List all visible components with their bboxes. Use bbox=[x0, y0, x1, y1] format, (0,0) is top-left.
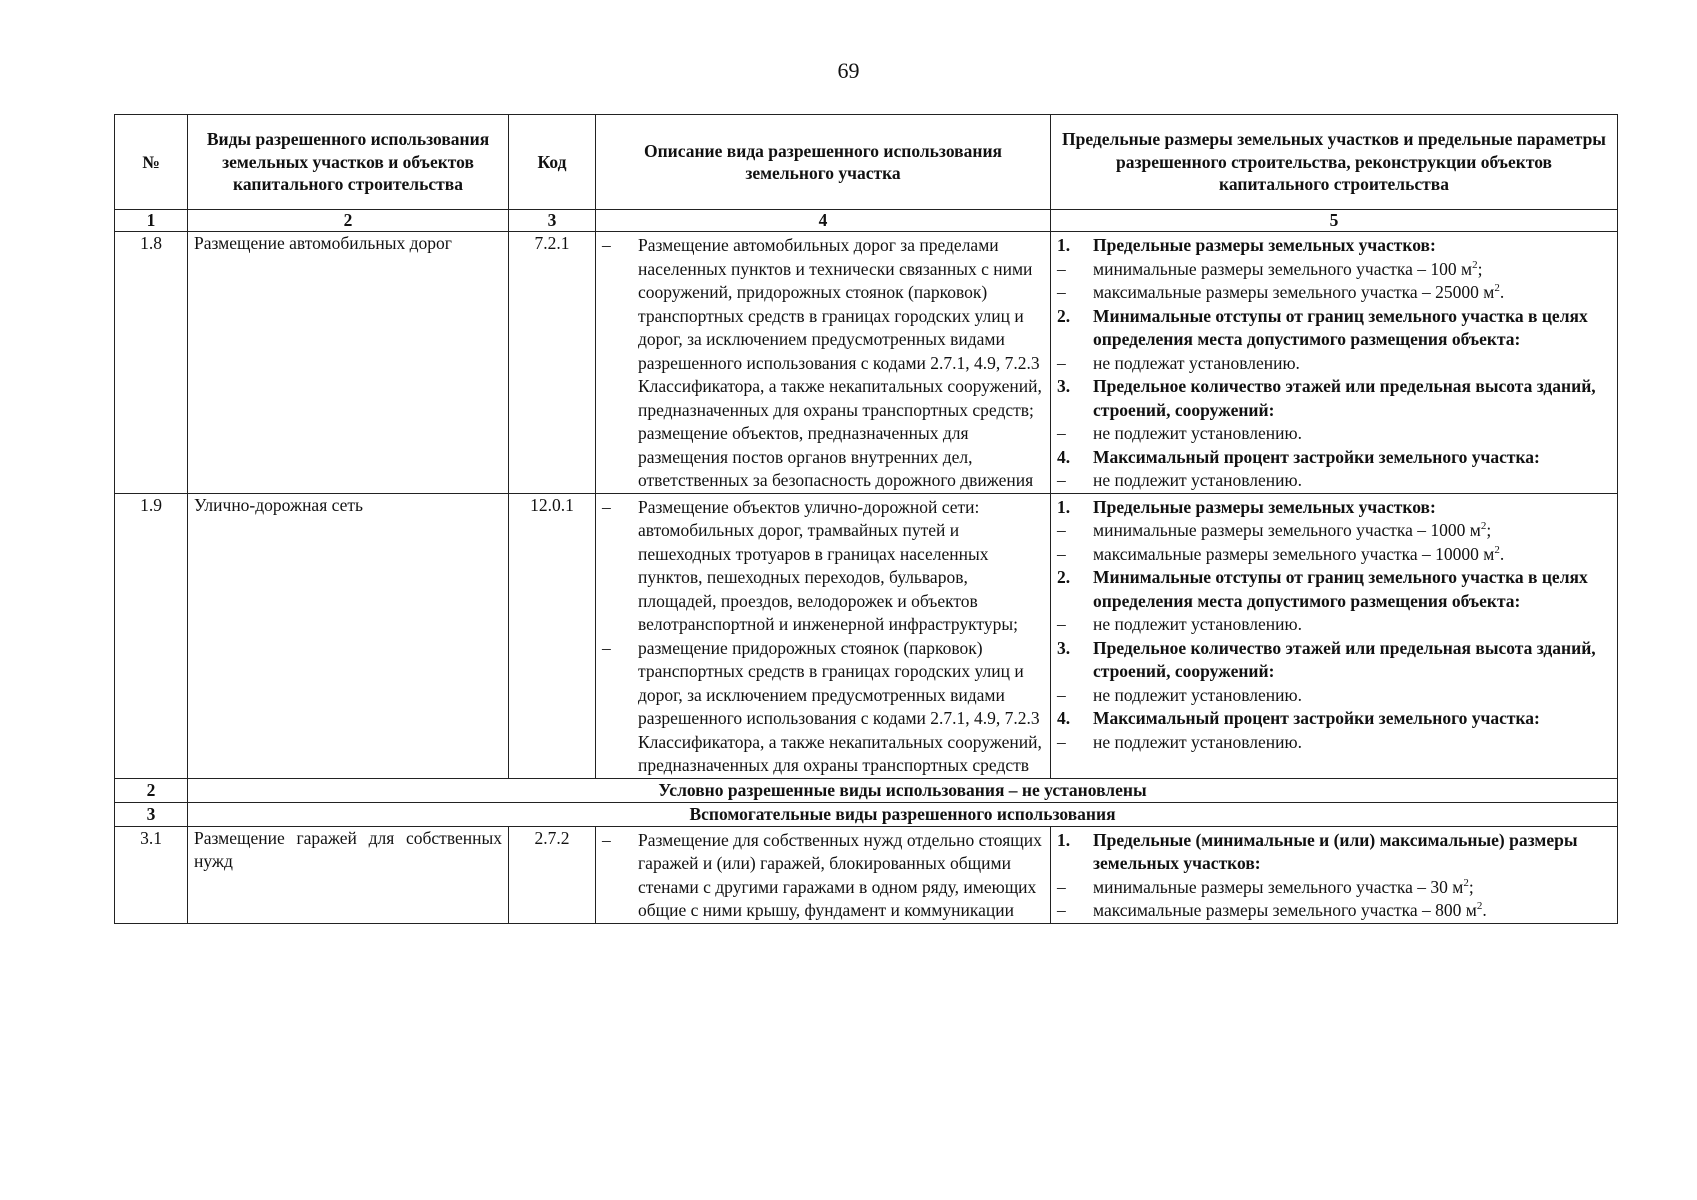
parameter-value bbox=[1057, 258, 1611, 282]
use-code: 7.2.1 bbox=[509, 232, 596, 494]
parameter-text: Минимальные отступы от границ земельного участка в целях определения места допустимого размещения объекта: bbox=[1093, 305, 1588, 349]
parameter-text: Минимальные отступы от границ земельного участка в целях определения места допустимого размещения объекта: bbox=[1093, 567, 1588, 611]
punctuation: ; bbox=[1468, 876, 1474, 897]
unit-exponent: 2 bbox=[1494, 543, 1500, 556]
unit-exponent: 2 bbox=[1472, 258, 1478, 271]
parameter-text: минимальные размеры земельного участка – 30 м bbox=[1093, 876, 1464, 897]
description-item bbox=[602, 829, 1044, 923]
dash-marker: – bbox=[602, 829, 611, 850]
parameter-number: 1. bbox=[1057, 829, 1071, 850]
dash-marker: – bbox=[1057, 258, 1066, 279]
dash-marker: – bbox=[602, 496, 611, 517]
parameter-text: Максимальный процент застройки земельного участка: bbox=[1093, 708, 1540, 728]
punctuation: ; bbox=[1486, 520, 1492, 540]
section-number: 2 bbox=[115, 778, 188, 802]
section-row bbox=[115, 802, 1618, 826]
parameter-heading bbox=[1057, 566, 1611, 613]
column-number: 5 bbox=[1051, 210, 1618, 232]
dash-marker: – bbox=[602, 637, 611, 658]
description-text: Размещение объектов улично-дорожной сети: автомобильных дорог, трамвайных путей и пешеходных тротуаров в границах населенных пунктов, пешеходных переходов, бульваров, площадей, проездов, велодорожек и объектов велотранспортной и инженерной инфраструктуры; bbox=[638, 496, 1018, 634]
table-row bbox=[115, 232, 1618, 494]
dash-marker: – bbox=[1057, 876, 1066, 897]
parameter-text: не подлежит установлению. bbox=[1093, 684, 1302, 705]
parameter-value bbox=[1057, 352, 1611, 376]
parameter-text: не подлежит установлению. bbox=[1093, 423, 1302, 443]
parameter-text: не подлежит установлению. bbox=[1093, 614, 1302, 634]
parameter-number: 4. bbox=[1057, 446, 1071, 467]
description-item bbox=[602, 637, 1044, 778]
parameter-number: 1. bbox=[1057, 496, 1071, 517]
unit-exponent: 2 bbox=[1463, 876, 1469, 889]
unit-exponent: 2 bbox=[1494, 282, 1500, 294]
section-title: Вспомогательные виды разрешенного использования bbox=[188, 802, 1618, 826]
parameter-heading bbox=[1057, 496, 1611, 520]
parameter-number: 2. bbox=[1057, 305, 1071, 326]
dash-marker: – bbox=[1057, 470, 1066, 490]
use-description bbox=[596, 232, 1051, 494]
dash-marker: – bbox=[1057, 731, 1066, 752]
description-item bbox=[602, 234, 1044, 493]
header-parameters: Предельные размеры земельных участков и предельные параметры разрешенного строительства, реконструкции объектов капитального строительства bbox=[1051, 115, 1618, 210]
page-number: 69 bbox=[837, 58, 860, 83]
table-header-row bbox=[115, 115, 1618, 210]
parameter-value bbox=[1057, 519, 1611, 543]
column-numbers-row bbox=[115, 210, 1618, 232]
unit-exponent: 2 bbox=[1480, 520, 1487, 532]
use-parameters bbox=[1051, 232, 1618, 494]
parameter-text: Максимальный процент застройки земельного участка: bbox=[1093, 446, 1540, 467]
parameter-number: 4. bbox=[1057, 708, 1071, 728]
parameter-value bbox=[1057, 281, 1611, 305]
parameter-value bbox=[1057, 613, 1611, 637]
use-description bbox=[596, 493, 1051, 778]
use-description bbox=[596, 826, 1051, 923]
parameter-text: не подлежит установлению. bbox=[1093, 731, 1302, 752]
dash-marker: – bbox=[1057, 520, 1066, 540]
use-parameters bbox=[1051, 493, 1618, 778]
parameter-text: Предельные размеры земельных участков: bbox=[1093, 235, 1436, 255]
parameter-text: Предельные (минимальные и (или) максимальные) размеры земельных участков: bbox=[1093, 829, 1578, 873]
parameter-value bbox=[1057, 422, 1611, 446]
parameter-text: минимальные размеры земельного участка – 1000 м bbox=[1093, 520, 1481, 540]
description-text: размещение придорожных стоянок (парковок) транспортных средств в границах городских улиц и дорог, за исключением предусмотренных видами разрешенного использования с кодами 2.7.1, 4.9, 7.2.3 Классификатора, а также некапитальных сооружений, предназначенных для охраны транспортных средств bbox=[638, 637, 1042, 775]
description-item bbox=[602, 496, 1044, 637]
use-kind-name: Размещение автомобильных дорог bbox=[188, 232, 509, 494]
parameter-value bbox=[1057, 684, 1611, 708]
parameter-text: максимальные размеры земельного участка – 800 м bbox=[1093, 900, 1477, 920]
parameter-text: максимальные размеры земельного участка – 10000 м bbox=[1093, 543, 1495, 564]
dash-marker: – bbox=[1057, 614, 1066, 634]
parameter-value bbox=[1057, 876, 1611, 900]
dash-marker: – bbox=[602, 235, 611, 255]
column-number: 1 bbox=[115, 210, 188, 232]
use-code: 12.0.1 bbox=[509, 493, 596, 778]
dash-marker: – bbox=[1057, 282, 1066, 302]
parameter-text: минимальные размеры земельного участка – 100 м bbox=[1093, 258, 1473, 279]
header-description: Описание вида разрешенного использования земельного участка bbox=[596, 115, 1051, 210]
section-row bbox=[115, 778, 1618, 802]
parameter-number: 1. bbox=[1057, 235, 1071, 255]
parameter-heading bbox=[1057, 234, 1611, 258]
punctuation: . bbox=[1482, 900, 1487, 920]
punctuation: . bbox=[1499, 282, 1505, 302]
parameter-heading bbox=[1057, 637, 1611, 684]
dash-marker: – bbox=[1057, 543, 1066, 564]
description-text: Размещение для собственных нужд отдельно стоящих гаражей и (или) гаражей, блокированных общими стенами с другими гаражами в одном ряду, имеющих общие с ними крышу, фундамент и коммуникации bbox=[638, 829, 1042, 920]
parameter-number: 3. bbox=[1057, 376, 1071, 396]
header-number: № bbox=[115, 115, 188, 210]
parameter-text: не подлежит установлению. bbox=[1093, 470, 1302, 490]
use-code: 2.7.2 bbox=[509, 826, 596, 923]
land-use-table bbox=[114, 114, 1618, 924]
description-text: Размещение автомобильных дорог за пределами населенных пунктов и технически связанных с ними сооружений, придорожных стоянок (парковок) транспортных средств в границах городских улиц и дорог, за исключением предусмотренных видами разрешенного использования с кодами 2.7.1, 4.9, 7.2.3 Классификатора, а также некапитальных сооружений, предназначенных для охраны транспортных средств; размещение объектов, предназначенных для размещения постов органов внутренних дел, ответственных за безопасность дорожного движения bbox=[638, 235, 1042, 490]
parameter-heading bbox=[1057, 446, 1611, 470]
dash-marker: – bbox=[1057, 900, 1066, 920]
table-row bbox=[115, 493, 1618, 778]
row-number: 1.8 bbox=[115, 232, 188, 494]
parameter-text: не подлежат установлению. bbox=[1093, 352, 1300, 373]
parameter-text: максимальные размеры земельного участка – 25000 м bbox=[1093, 282, 1495, 302]
parameter-heading bbox=[1057, 707, 1611, 731]
parameter-heading bbox=[1057, 829, 1611, 876]
parameter-text: Предельные размеры земельных участков: bbox=[1093, 496, 1436, 517]
parameter-heading bbox=[1057, 305, 1611, 352]
dash-marker: – bbox=[1057, 684, 1066, 705]
dash-marker: – bbox=[1057, 423, 1066, 443]
parameter-text: Предельное количество этажей или предельная высота зданий, строений, сооружений: bbox=[1093, 637, 1596, 681]
unit-exponent: 2 bbox=[1476, 900, 1483, 912]
use-parameters bbox=[1051, 826, 1618, 923]
column-number: 4 bbox=[596, 210, 1051, 232]
table-row bbox=[115, 826, 1618, 923]
punctuation: . bbox=[1499, 543, 1505, 564]
column-number: 3 bbox=[509, 210, 596, 232]
parameter-value bbox=[1057, 899, 1611, 923]
row-number: 1.9 bbox=[115, 493, 188, 778]
section-title: Условно разрешенные виды использования – не установлены bbox=[188, 778, 1618, 802]
dash-marker: – bbox=[1057, 352, 1066, 373]
parameter-value bbox=[1057, 543, 1611, 567]
use-kind-name: Размещение гаражей для собственных нужд bbox=[188, 826, 509, 923]
row-number: 3.1 bbox=[115, 826, 188, 923]
parameter-value bbox=[1057, 469, 1611, 493]
parameter-value bbox=[1057, 731, 1611, 755]
parameter-number: 3. bbox=[1057, 637, 1071, 658]
parameter-text: Предельное количество этажей или предельная высота зданий, строений, сооружений: bbox=[1093, 376, 1596, 420]
parameter-number: 2. bbox=[1057, 567, 1071, 587]
punctuation: ; bbox=[1477, 258, 1483, 279]
header-code: Код bbox=[509, 115, 596, 210]
header-kind: Виды разрешенного использования земельных участков и объектов капитального строительства bbox=[188, 115, 509, 210]
section-number: 3 bbox=[115, 802, 188, 826]
use-kind-name: Улично-дорожная сеть bbox=[188, 493, 509, 778]
column-number: 2 bbox=[188, 210, 509, 232]
parameter-heading bbox=[1057, 375, 1611, 422]
